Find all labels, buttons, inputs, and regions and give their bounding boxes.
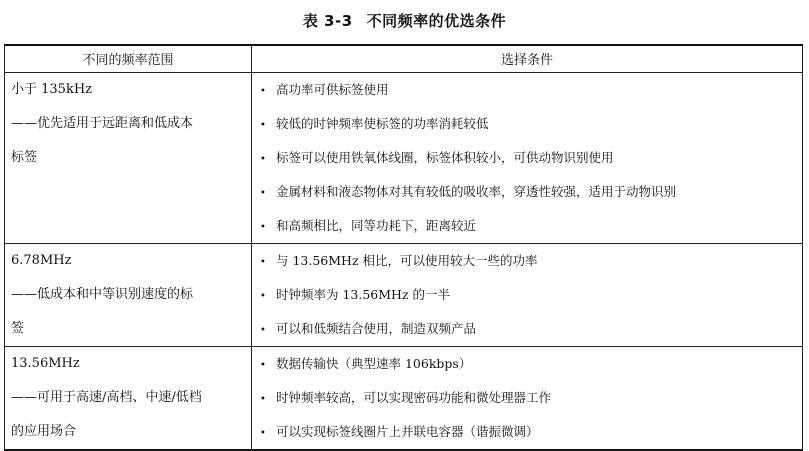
bullet-icon: • bbox=[260, 290, 266, 302]
range-description: ——优先适用于远距离和低成本 bbox=[11, 115, 194, 131]
range-value: 6.78MHz bbox=[11, 252, 72, 268]
bullet-icon: • bbox=[260, 324, 266, 336]
condition-text: 高功率可供标签使用 bbox=[276, 81, 389, 97]
condition-text: 时钟频率为 13.56MHz 的一半 bbox=[276, 286, 451, 302]
condition-item bbox=[252, 244, 802, 278]
condition-item bbox=[252, 107, 802, 141]
table-row bbox=[5, 243, 803, 346]
range-value: 13.56MHz bbox=[11, 355, 80, 371]
range-value: 小于 135kHz bbox=[11, 81, 93, 97]
condition-text: 金属材料和液态物体对其有较低的吸收率，穿透性较强，适用于动物识别 bbox=[276, 183, 677, 199]
bullet-icon: • bbox=[260, 85, 266, 97]
condition-text: 较低的时钟频率使标签的功率消耗较低 bbox=[276, 115, 489, 131]
range-description: 签 bbox=[11, 320, 25, 336]
condition-item bbox=[252, 347, 802, 381]
condition-text: 与 13.56MHz 相比，可以使用较大一些的功率 bbox=[276, 252, 538, 268]
table-row bbox=[5, 72, 803, 243]
table-title: 不同频率的优选条件 bbox=[366, 12, 507, 30]
bullet-icon: • bbox=[260, 119, 266, 131]
condition-text: 和高频相比，同等功耗下，距离较近 bbox=[276, 217, 477, 233]
table-header-row bbox=[5, 45, 803, 72]
condition-text: 数据传输快（典型速率 106kbps） bbox=[276, 355, 472, 371]
condition-text: 标签可以使用铁氧体线圈，标签体积较小，可供动物识别使用 bbox=[276, 149, 614, 165]
column-header-conditions: 选择条件 bbox=[252, 45, 803, 72]
condition-item bbox=[252, 141, 802, 175]
condition-text: 可以实现标签线圈片上并联电容器（谐振微调） bbox=[276, 423, 539, 439]
table-row bbox=[5, 346, 803, 450]
bullet-icon: • bbox=[260, 153, 266, 165]
condition-item bbox=[252, 73, 802, 107]
table-number: 表 3-3 bbox=[302, 12, 353, 30]
condition-item bbox=[252, 209, 802, 243]
conditions-cell bbox=[252, 346, 803, 450]
conditions-cell bbox=[252, 72, 803, 243]
range-cell bbox=[5, 346, 252, 450]
range-description: ——低成本和中等识别速度的标 bbox=[11, 286, 194, 302]
condition-item bbox=[252, 381, 802, 415]
range-cell bbox=[5, 72, 252, 243]
range-description: ——可用于高速/高档、中速/低档 bbox=[11, 389, 202, 405]
bullet-icon: • bbox=[260, 427, 266, 439]
bullet-icon: • bbox=[260, 187, 266, 199]
condition-item bbox=[252, 415, 802, 449]
column-header-range: 不同的频率范围 bbox=[5, 45, 252, 72]
bullet-icon: • bbox=[260, 393, 266, 405]
condition-text: 可以和低频结合使用，制造双频产品 bbox=[276, 320, 477, 336]
range-description: 标签 bbox=[11, 149, 38, 165]
table-caption bbox=[0, 10, 809, 31]
condition-item bbox=[252, 312, 802, 346]
conditions-cell bbox=[252, 243, 803, 346]
bullet-icon: • bbox=[260, 221, 266, 233]
range-description: 的应用场合 bbox=[11, 423, 77, 439]
bullet-icon: • bbox=[260, 256, 266, 268]
condition-item bbox=[252, 175, 802, 209]
condition-item bbox=[252, 278, 802, 312]
bullet-icon: • bbox=[260, 359, 266, 371]
frequency-conditions-table bbox=[4, 44, 803, 451]
condition-text: 时钟频率较高，可以实现密码功能和微处理器工作 bbox=[276, 389, 552, 405]
range-cell bbox=[5, 243, 252, 346]
